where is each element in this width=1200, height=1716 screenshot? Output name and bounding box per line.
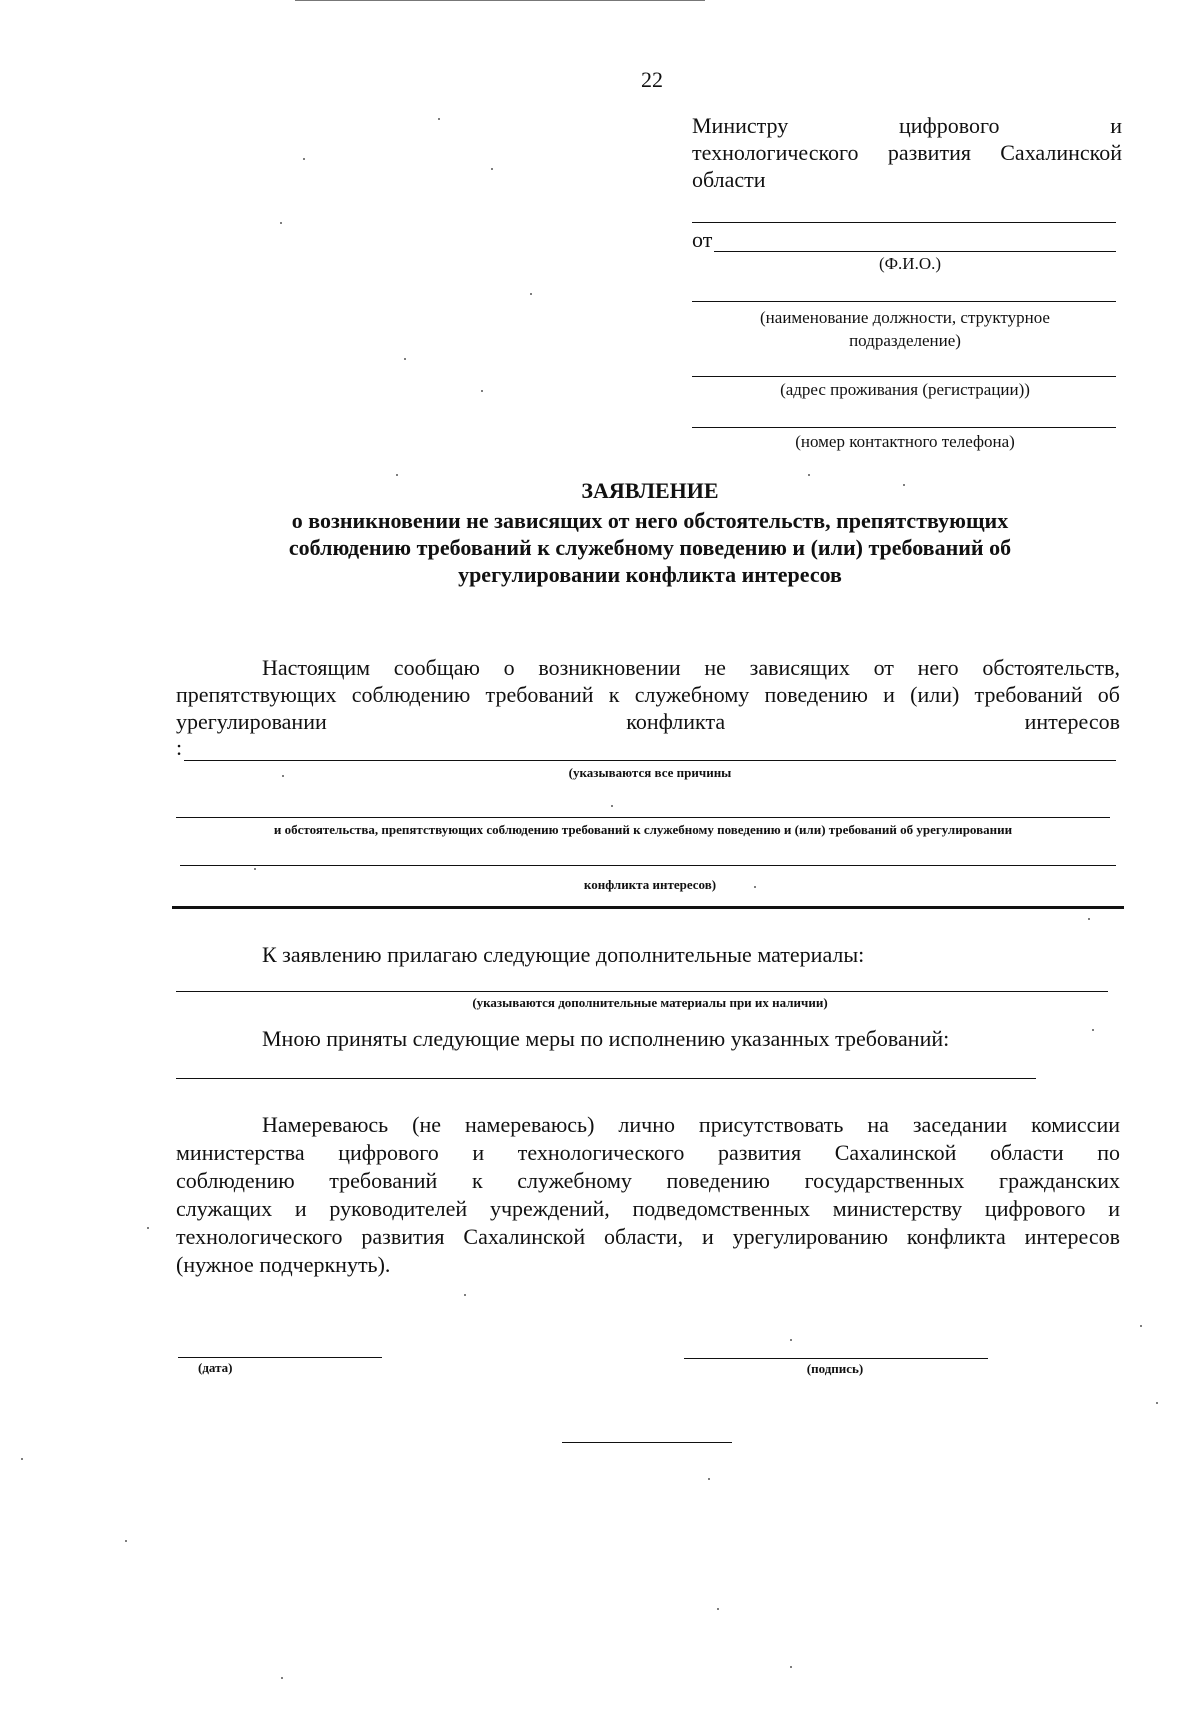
scan-speck — [404, 358, 406, 360]
scan-speck — [717, 1608, 719, 1610]
scan-speck — [125, 1540, 127, 1542]
scan-speck — [280, 222, 282, 224]
addressee-line-1 — [692, 112, 1122, 139]
reasons-caption-2: и обстоятельства, препятствующих соблюдению требований к служебному поведению и (или) требований об урегулировании — [273, 822, 1013, 837]
scan-speck — [808, 474, 810, 476]
addressee-line-2: технологического развития Сахалинской — [692, 140, 1122, 165]
fio-blank-line — [714, 251, 1116, 252]
phone-caption: (номер контактного телефона) — [795, 432, 1015, 451]
intent-line: Намереваюсь (не намереваюсь) лично присутствовать на заседании комиссии — [262, 1112, 1120, 1137]
measures-blank-line — [176, 1078, 1036, 1079]
subtitle-line-3: урегулировании конфликта интересов — [458, 562, 842, 587]
scan-speck — [254, 868, 256, 870]
scan-speck — [481, 390, 483, 392]
position-caption — [700, 306, 1110, 352]
body-para1-line-1: Настоящим сообщаю о возникновении не зависящих от него обстоятельств, — [262, 655, 1120, 680]
scan-speck — [903, 484, 905, 486]
reasons-thick-line — [172, 906, 1124, 909]
scan-speck — [530, 293, 532, 295]
position-caption-line-2: подразделение) — [849, 331, 961, 350]
intent-line: соблюдению требований к служебному поведению государственных гражданских — [176, 1168, 1120, 1193]
phone-blank-line — [692, 427, 1116, 428]
scan-speck — [21, 1458, 23, 1460]
closing-separator-line — [562, 1442, 732, 1443]
reasons-caption-3: конфликта интересов) — [583, 877, 717, 892]
document-subtitle — [150, 507, 1150, 588]
scan-speck — [1140, 1325, 1142, 1327]
addressee-block — [692, 112, 1122, 193]
addressee-line-3: области — [692, 167, 766, 192]
reasons-caption-1: (указываются все причины — [568, 765, 732, 780]
addressee-word: и — [1110, 113, 1122, 138]
address-blank-line — [692, 376, 1116, 377]
addressee-word: Министру — [692, 113, 789, 138]
body-word: урегулировании — [176, 709, 327, 734]
signature-blank-line — [684, 1358, 988, 1359]
fio-caption: (Ф.И.О.) — [878, 254, 942, 273]
scan-speck — [1092, 1029, 1094, 1031]
measures-text: Мною приняты следующие меры по исполнению указанных требований: — [262, 1026, 950, 1051]
address-caption: (адрес проживания (регистрации)) — [780, 380, 1030, 399]
attach-caption: (указываются дополнительные материалы при их наличии) — [472, 995, 828, 1010]
scan-speck — [438, 118, 440, 120]
date-caption: (дата) — [198, 1360, 233, 1375]
subtitle-line-2: соблюдению требований к служебному поведению и (или) требований об — [288, 535, 1012, 560]
body-word: интересов — [1024, 709, 1120, 734]
scan-speck — [708, 1478, 710, 1480]
intent-line: министерства цифрового и технологического развития Сахалинской области по — [176, 1140, 1120, 1165]
reasons-blank-line-3 — [180, 865, 1116, 866]
intent-line: служащих и руководителей учреждений, подведомственных министерству цифрового и — [176, 1196, 1120, 1221]
scan-speck — [282, 775, 284, 777]
scan-speck — [303, 158, 305, 160]
position-blank-line — [692, 301, 1116, 302]
scan-speck — [611, 805, 613, 807]
scan-speck — [1156, 1402, 1158, 1404]
addressee-word: цифрового — [898, 113, 1000, 138]
scan-speck — [147, 1227, 149, 1229]
intent-line: (нужное подчеркнуть). — [176, 1252, 391, 1277]
reasons-blank-line-1 — [184, 760, 1116, 761]
from-label: от — [692, 227, 713, 252]
scan-speck — [790, 1666, 792, 1668]
attach-blank-line — [176, 991, 1108, 992]
date-blank-line — [178, 1357, 382, 1358]
intent-paragraph — [176, 1111, 1120, 1279]
intent-line: технологического развития Сахалинской области, и урегулированию конфликта интересов — [176, 1224, 1120, 1249]
scan-speck — [790, 1339, 792, 1341]
document-heading: ЗАЯВЛЕНИЕ — [581, 478, 719, 503]
scan-speck — [754, 886, 756, 888]
scan-speck — [396, 474, 398, 476]
body-para1-line-2: препятствующих соблюдению требований к служебному поведению и (или) требований об — [176, 682, 1120, 707]
scan-speck — [281, 1677, 283, 1679]
signature-caption: (подпись) — [806, 1361, 864, 1376]
page-number: 22 — [641, 67, 663, 92]
scan-speck — [491, 168, 493, 170]
scan-speck — [1088, 918, 1090, 920]
position-caption-line-1: (наименование должности, структурное — [760, 308, 1050, 327]
scan-top-edge — [295, 0, 705, 1]
blank-line — [692, 222, 1116, 223]
colon-mark: : — [176, 735, 183, 760]
scan-speck — [464, 1294, 466, 1296]
subtitle-line-1: о возникновении не зависящих от него обстоятельств, препятствующих — [291, 508, 1009, 533]
attach-text: К заявлению прилагаю следующие дополнительные материалы: — [262, 942, 865, 967]
body-word: конфликта — [626, 709, 726, 734]
body-para1-line-3 — [176, 708, 1120, 735]
reasons-blank-line-2 — [176, 817, 1110, 818]
